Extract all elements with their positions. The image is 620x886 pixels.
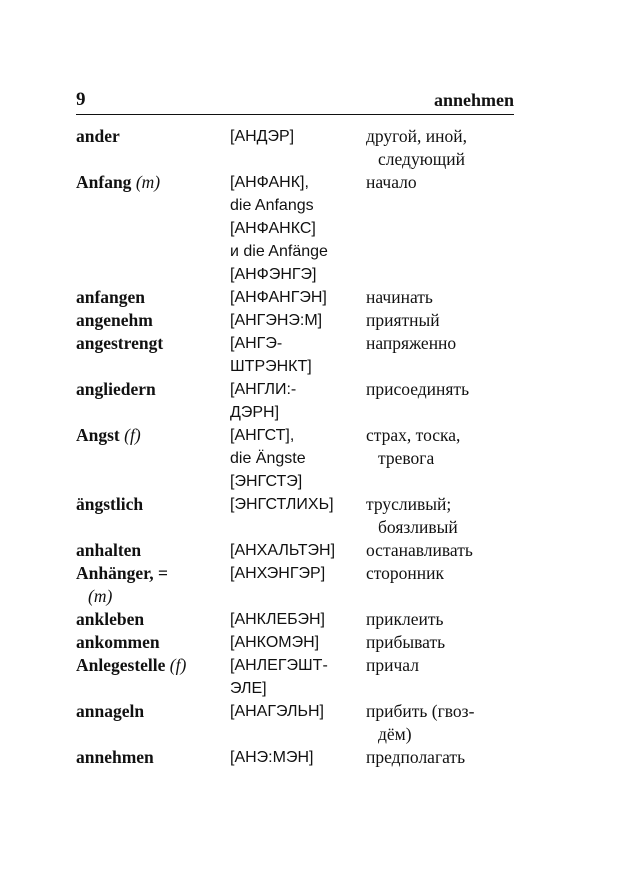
headword-text: ankleben [76,609,145,629]
gender-marker: (f) [169,655,187,675]
headword-text: angliedern [76,379,156,399]
running-head [76,86,514,115]
headword [76,378,230,424]
translation-line: начинать [366,287,433,307]
headword [76,539,230,562]
translation-line: останавливать [366,540,473,560]
translation-line: прибить (гвоз- [366,701,475,721]
transcription [230,631,366,654]
dictionary-entry [76,309,514,332]
dictionary-entry [76,332,514,378]
headword-text: ankommen [76,632,160,652]
translation-line: боязливый [378,517,458,537]
translation [366,631,514,654]
entry-list [76,125,514,769]
translation [366,654,514,700]
translation [366,746,514,769]
transcription-line: [ЭНГСТЭ] [230,473,303,490]
dictionary-entry [76,562,514,608]
headword-text: ander [76,126,120,146]
translation-line: следующий [378,149,465,169]
headword [76,309,230,332]
translation [366,539,514,562]
dictionary-entry [76,493,514,539]
dictionary-entry [76,608,514,631]
translation-line: дём) [378,724,412,744]
transcription-line: [АНЛЕГЭШТ- [230,657,328,674]
transcription-line: [АНФАНГЭН] [230,289,327,306]
translation [366,700,514,746]
headword [76,125,230,171]
gender-marker: (f) [124,425,141,445]
headword [76,700,230,746]
translation [366,424,514,493]
translation-line: прибывать [366,632,446,652]
transcription [230,493,366,539]
translation [366,378,514,424]
headword-text: anfangen [76,287,146,307]
dictionary-page [76,86,514,769]
headword [76,562,230,608]
dictionary-entry [76,378,514,424]
dictionary-entry [76,424,514,493]
transcription-line: [АНФЭНГЭ] [230,266,317,283]
translation-line: причал [366,655,419,675]
transcription [230,539,366,562]
transcription-line: и die Anfänge [230,243,328,260]
headword [76,493,230,539]
translation [366,493,514,539]
translation [366,286,514,309]
headword-text: Angst [76,425,120,445]
dictionary-entry [76,700,514,746]
dictionary-entry [76,171,514,286]
transcription-line: [АНХАЛЬТЭН] [230,542,336,559]
transcription-line: die Ängste [230,450,306,467]
dictionary-entry [76,654,514,700]
transcription-line: ШТРЭНКТ] [230,358,312,375]
dictionary-entry [76,631,514,654]
transcription-line: [АНГЭ- [230,335,283,352]
dictionary-entry [76,746,514,769]
transcription [230,332,366,378]
running-head-word: annehmen [433,90,514,110]
headword [76,332,230,378]
transcription-line: [АНКОМЭН] [230,634,320,651]
transcription [230,378,366,424]
headword-text: annehmen [76,747,154,767]
translation [366,562,514,608]
transcription-line: [АНКЛЕБЭН] [230,611,325,628]
dictionary-entry [76,539,514,562]
translation [366,125,514,171]
transcription [230,562,366,608]
transcription-line: [АНЭ:МЭН] [230,749,314,766]
translation-line: предполагать [366,747,466,767]
transcription-line: [АНХЭНГЭР] [230,565,326,582]
transcription [230,125,366,171]
headword-text: angestrengt [76,333,164,353]
transcription-line: ДЭРН] [230,404,280,421]
transcription-line: die Anfangs [230,197,314,214]
transcription-line: [АНГЛИ:- [230,381,297,398]
transcription-line: [ЭНГСТЛИХЬ] [230,496,334,513]
transcription-line: [АНФАНК], [230,174,309,191]
transcription-line: ЭЛЕ] [230,680,267,697]
headword-text: annageln [76,701,145,721]
translation-line: тревога [378,448,435,468]
headword-text: Anfang [76,172,132,192]
headword-text: anhalten [76,540,142,560]
dictionary-entry [76,286,514,309]
headword-text: angenehm [76,310,153,330]
gender-marker: (m) [135,172,161,192]
transcription-line: [АНДЭР] [230,128,295,145]
translation-line: присоединять [366,379,470,399]
dictionary-entry [76,125,514,171]
transcription [230,309,366,332]
translation-line: сторонник [366,563,445,583]
translation-line: начало [366,172,417,192]
translation-line: приятный [366,310,440,330]
transcription-line: [АНГЭНЭ:М] [230,312,323,329]
transcription-line: [АНФАНКС] [230,220,316,237]
headword [76,424,230,493]
transcription [230,424,366,493]
translation [366,171,514,286]
headword-text: Anhänger, = [76,563,168,583]
headword [76,171,230,286]
transcription-line: [АНГСТ], [230,427,295,444]
headword [76,654,230,700]
headword [76,608,230,631]
headword [76,286,230,309]
transcription [230,654,366,700]
transcription [230,608,366,631]
headword [76,746,230,769]
transcription [230,700,366,746]
transcription-line: [АНАГЭЛЬН] [230,703,324,720]
translation-line: страх, тоска, [366,425,461,445]
page-number: 9 [76,89,86,110]
translation-line: приклеить [366,609,444,629]
transcription [230,171,366,286]
translation-line: трусливый; [366,494,452,514]
transcription [230,746,366,769]
translation [366,332,514,378]
translation [366,309,514,332]
gender-marker: (m) [88,586,113,606]
transcription [230,286,366,309]
headword [76,631,230,654]
translation-line: напряженно [366,333,457,353]
headword-text: Anlegestelle [76,655,166,675]
translation [366,608,514,631]
translation-line: другой, иной, [366,126,468,146]
headword-text: ängstlich [76,494,144,514]
